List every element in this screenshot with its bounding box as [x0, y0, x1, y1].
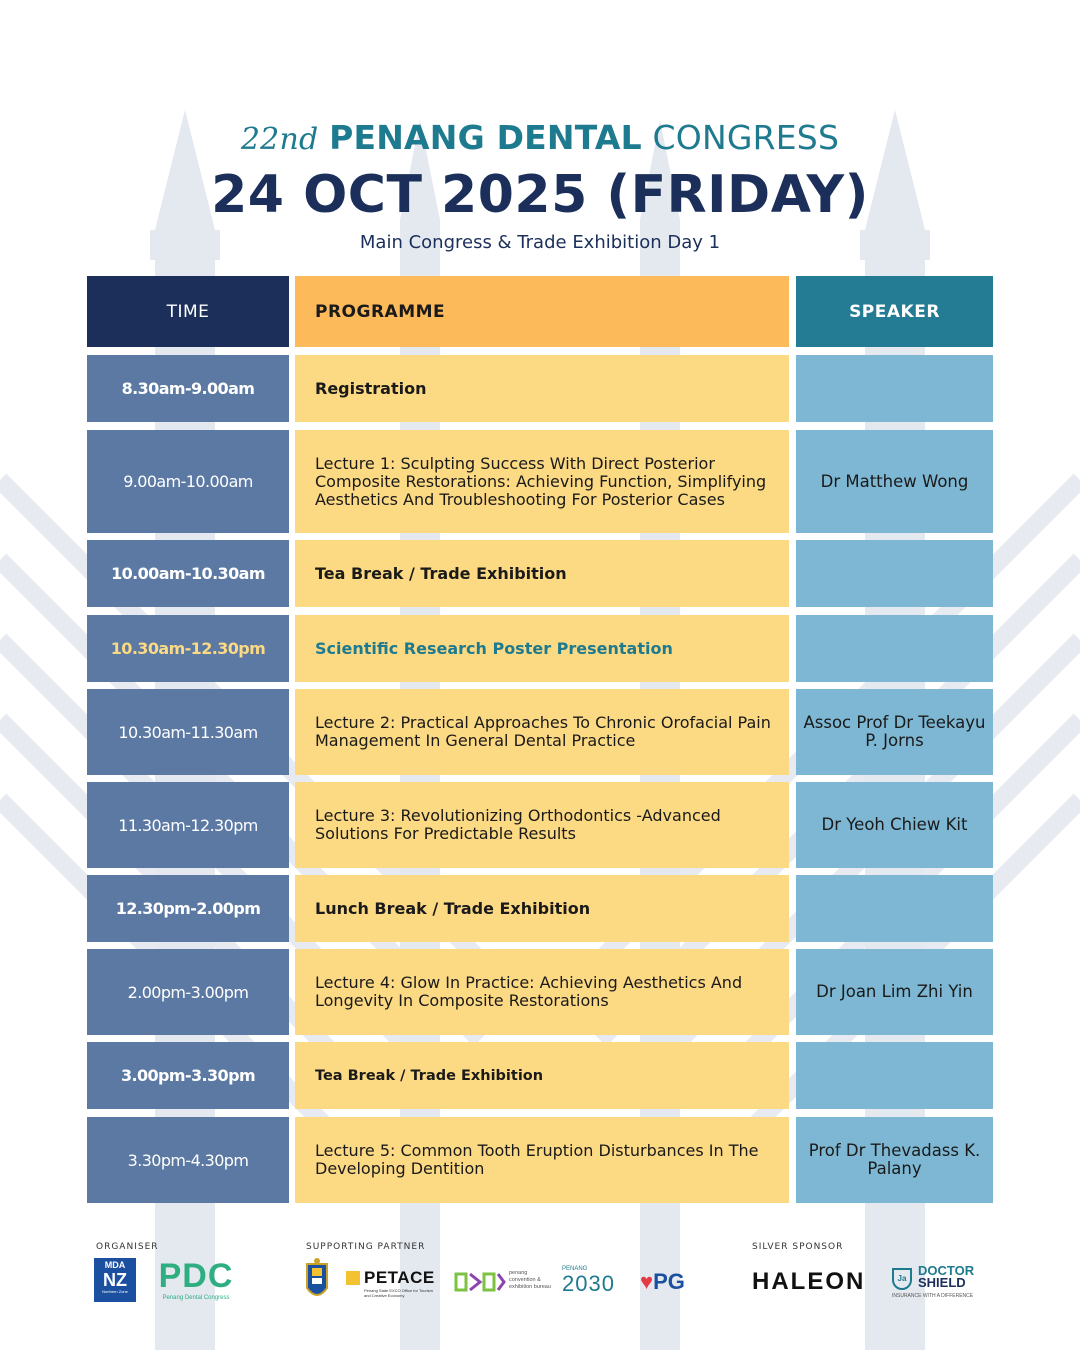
shield-icon: Ja	[892, 1268, 912, 1290]
time-cell: 10.30am-12.30pm	[87, 615, 289, 682]
pceb-logo-caption: penang convention & exhibition bureau	[509, 1270, 551, 1290]
haleon-logo: HALEON	[752, 1268, 866, 1295]
congress-brand-name: PENANG DENTAL	[329, 118, 642, 157]
doctor-shield-logo	[892, 1264, 988, 1304]
table-row	[87, 875, 993, 942]
speaker-cell	[796, 355, 993, 422]
speaker-cell	[796, 875, 993, 942]
table-row	[87, 430, 993, 533]
pg-logo-text: PG	[653, 1269, 685, 1294]
petace-mark-icon	[346, 1271, 360, 1285]
table-row	[87, 782, 993, 868]
speaker-cell: Dr Yeoh Chiew Kit	[796, 782, 993, 868]
petace-logo-text: PETACE	[364, 1268, 435, 1287]
pdc-logo-caption: Penang Dental Congress	[162, 1295, 230, 1301]
programme-cell: Lunch Break / Trade Exhibition	[295, 875, 789, 942]
column-header-speaker: SPEAKER	[796, 276, 993, 347]
speaker-cell: Dr Joan Lim Zhi Yin	[796, 949, 993, 1035]
supporting-partner-label: SUPPORTING PARTNER	[306, 1242, 426, 1252]
sponsor-footer	[0, 1238, 1080, 1350]
time-cell: 8.30am-9.00am	[87, 355, 289, 422]
time-cell: 12.30pm-2.00pm	[87, 875, 289, 942]
table-row	[87, 1117, 993, 1203]
table-row	[87, 355, 993, 422]
heart-icon: ♥	[640, 1269, 654, 1294]
silver-sponsor-label: SILVER SPONSOR	[752, 1242, 844, 1252]
programme-cell: Registration	[295, 355, 789, 422]
speaker-cell	[796, 540, 993, 607]
event-subtitle: Main Congress & Trade Exhibition Day 1	[359, 232, 721, 253]
programme-cell: Lecture 5: Common Tooth Eruption Disturbances In The Developing Dentition	[295, 1117, 789, 1203]
programme-cell: Lecture 4: Glow In Practice: Achieving Aesthetics And Longevity In Composite Restorations	[295, 949, 789, 1035]
congress-brand-suffix: CONGRESS	[652, 118, 840, 157]
speaker-cell: Dr Matthew Wong	[796, 430, 993, 533]
mda-nz-logo	[94, 1258, 136, 1302]
speaker-cell	[796, 615, 993, 682]
speaker-cell	[796, 1042, 993, 1109]
programme-cell: Tea Break / Trade Exhibition	[295, 1042, 789, 1109]
programme-cell: Tea Break / Trade Exhibition	[295, 540, 789, 607]
time-cell: 3.30pm-4.30pm	[87, 1117, 289, 1203]
doctor-shield-text-bottom: SHIELD	[918, 1275, 966, 1290]
table-row	[87, 540, 993, 607]
penang-2030-text: 2030	[562, 1271, 615, 1296]
speaker-cell: Prof Dr Thevadass K. Palany	[796, 1117, 993, 1203]
column-header-time: TIME	[87, 276, 289, 347]
table-row	[87, 615, 993, 682]
organiser-label: ORGANISER	[96, 1242, 159, 1252]
time-cell: 3.00pm-3.30pm	[87, 1042, 289, 1109]
mda-logo-subtext: NZ	[103, 1270, 127, 1290]
event-date: 24 OCT 2025 (FRIDAY)	[211, 165, 869, 225]
time-cell: 10.00am-10.30am	[87, 540, 289, 607]
column-header-programme: PROGRAMME	[295, 276, 789, 347]
doctor-shield-text-top: DOCTOR	[918, 1263, 975, 1278]
time-cell: 2.00pm-3.00pm	[87, 949, 289, 1035]
doctor-shield-caption: INSURANCE WITH A DIFFERENCE	[892, 1293, 974, 1299]
pceb-logo-icon	[454, 1270, 506, 1294]
petace-logo	[346, 1268, 438, 1302]
table-row	[87, 1042, 993, 1109]
programme-cell: Scientific Research Poster Presentation	[295, 615, 789, 682]
table-row	[87, 949, 993, 1035]
pdc-logo-text: PDC	[158, 1257, 234, 1295]
time-cell: 11.30am-12.30pm	[87, 782, 289, 868]
time-cell: 9.00am-10.00am	[87, 430, 289, 533]
pg-logo	[640, 1270, 685, 1294]
speaker-cell: Assoc Prof Dr Teekayu P. Jorns	[796, 689, 993, 775]
penang-2030-logo	[562, 1266, 630, 1295]
mda-logo-caption: Northern Zone	[102, 1289, 128, 1294]
penang-state-crest-icon	[304, 1258, 330, 1304]
programme-cell: Lecture 3: Revolutionizing Orthodontics -Advanced Solutions For Predictable Results	[295, 782, 789, 868]
petace-logo-caption: Penang State EXCO Office for Tourism and Creative Economy	[364, 1288, 433, 1298]
mda-logo-text: MDA	[104, 1260, 126, 1270]
programme-cell: Lecture 1: Sculpting Success With Direct Posterior Composite Restorations: Achieving Function, Simplifying Aesthetics And Troubleshooting For Posterior Cases	[295, 430, 789, 533]
congress-title	[0, 112, 1080, 166]
table-header-row	[87, 276, 993, 347]
page-header	[0, 112, 1080, 258]
programme-cell: Lecture 2: Practical Approaches To Chronic Orofacial Pain Management In General Dental Practice	[295, 689, 789, 775]
time-cell: 10.30am-11.30am	[87, 689, 289, 775]
penang-2030-caption: PENANG	[562, 1266, 588, 1272]
congress-ordinal: 22nd	[240, 122, 319, 157]
table-row	[87, 689, 993, 775]
pdc-logo	[150, 1258, 242, 1304]
